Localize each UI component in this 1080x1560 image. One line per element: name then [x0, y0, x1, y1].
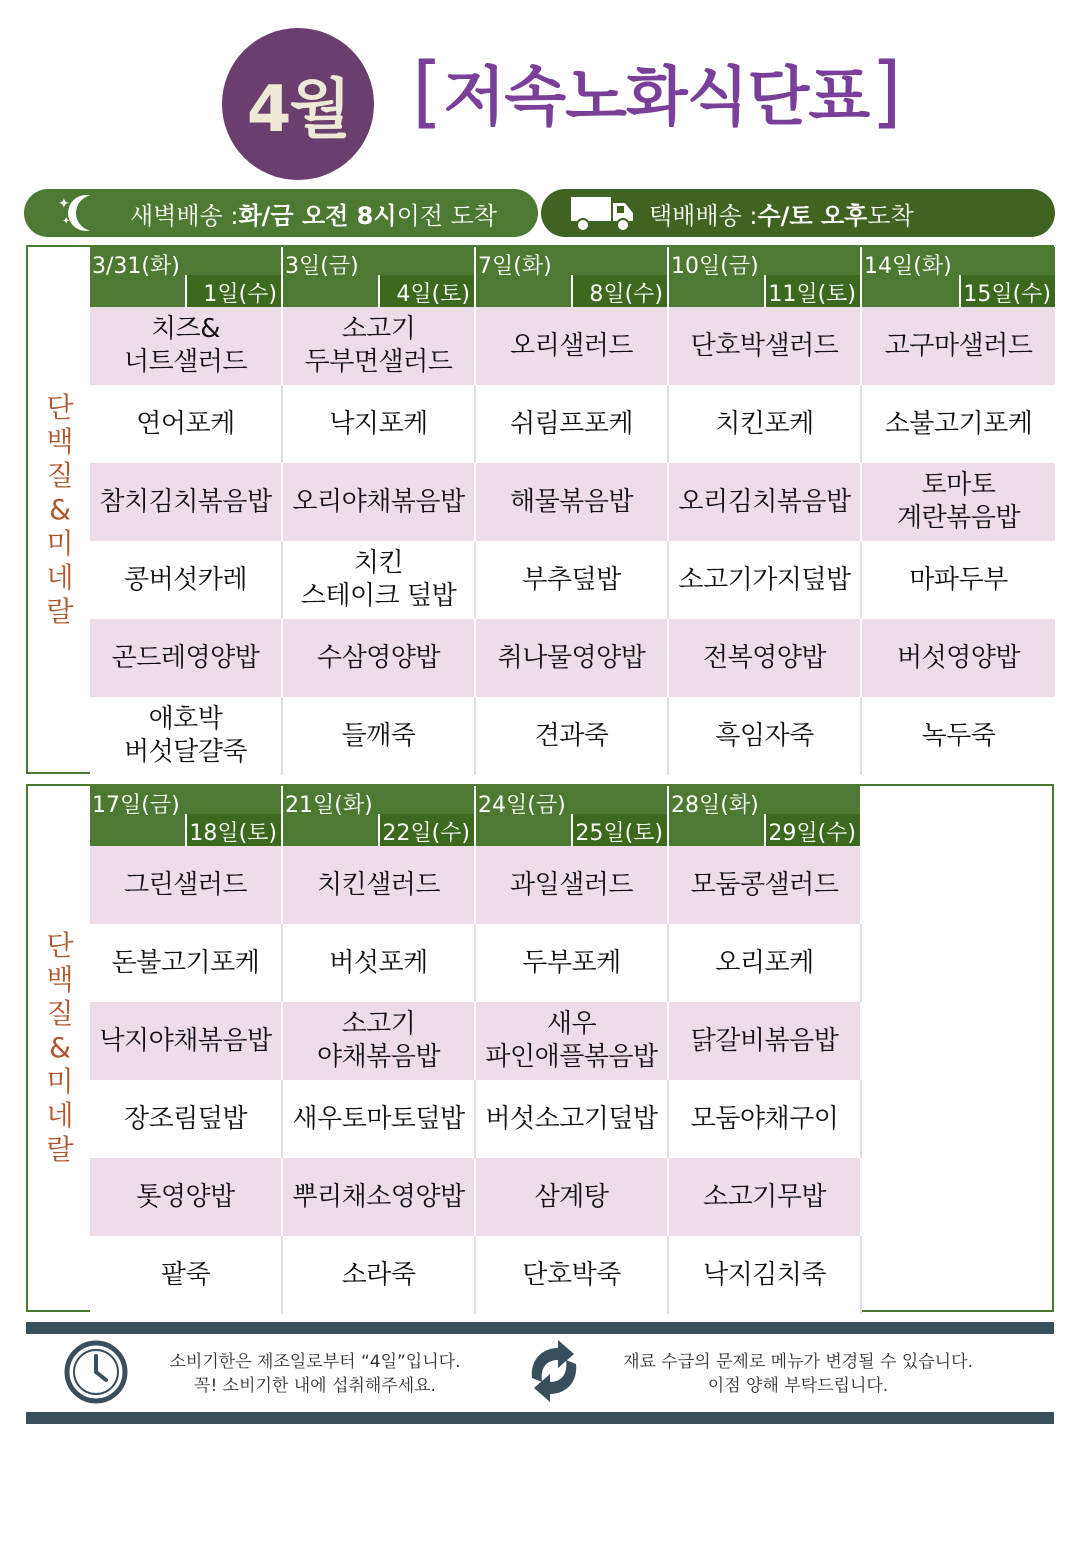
date-primary: 3일(금)	[285, 254, 359, 279]
menu-cell: 두부포케	[476, 924, 669, 1002]
dawn-delivery-days: 화/금 오전 8시	[238, 201, 397, 230]
menu-column	[669, 786, 862, 1314]
menu-cell: 전복영양밥	[669, 619, 862, 697]
menu-column	[283, 786, 476, 1314]
date-primary: 28일(화)	[671, 793, 759, 818]
date-secondary: 25일(토)	[571, 814, 667, 846]
menu-cell: 오리야채볶음밥	[283, 463, 476, 541]
menu-cell: 단호박죽	[476, 1236, 669, 1314]
menu-cell: 부추덮밥	[476, 541, 669, 619]
date-secondary: 29일(수)	[764, 814, 860, 846]
parcel-delivery-bar	[541, 189, 1055, 237]
date-header	[669, 247, 862, 307]
menu-cell: 낙지야채볶음밥	[90, 1002, 283, 1080]
menu-cell: 토마토 계란볶음밥	[862, 463, 1055, 541]
menu-cell: 치킨샐러드	[283, 846, 476, 924]
date-primary: 3/31(화)	[92, 254, 180, 279]
menu-cell: 애호박 버섯달걀죽	[90, 697, 283, 775]
menu-cell: 소불고기포케	[862, 385, 1055, 463]
menu-cell: 삼계탕	[476, 1158, 669, 1236]
title-bracket-open: [	[412, 47, 442, 137]
date-secondary: 18일(토)	[185, 814, 281, 846]
menu-cell: 소고기무밥	[669, 1158, 862, 1236]
menu-cell: 버섯포케	[283, 924, 476, 1002]
menu-cell: 오리샐러드	[476, 307, 669, 385]
month-badge	[222, 28, 374, 180]
menu-cell: 팥죽	[90, 1236, 283, 1314]
menu-cell: 쉬림프포케	[476, 385, 669, 463]
page-title	[410, 44, 903, 140]
dawn-delivery-suffix: 이전 도착	[396, 201, 497, 230]
date-header	[669, 786, 862, 846]
date-header	[862, 247, 1055, 307]
parcel-delivery-suffix: 도착	[867, 201, 914, 230]
date-primary: 10일(금)	[671, 254, 759, 279]
date-primary: 17일(금)	[92, 793, 180, 818]
menu-cell: 소라죽	[283, 1236, 476, 1314]
moon-stars-icon: ✦ ✦	[58, 193, 120, 233]
menu-cell: 오리포케	[669, 924, 862, 1002]
expiry-line-1: 소비기한은 제조일로부터 “4일”입니다.	[169, 1352, 461, 1372]
date-primary: 21일(화)	[285, 793, 373, 818]
menu-cell: 버섯소고기덮밥	[476, 1080, 669, 1158]
date-secondary: 11일(토)	[764, 275, 860, 307]
menu-cell: 장조림덮밥	[90, 1080, 283, 1158]
menu-cell: 낙지김치죽	[669, 1236, 862, 1314]
date-secondary: 15일(수)	[959, 275, 1055, 307]
menu-grid-first-half	[26, 245, 1054, 774]
menu-cell: 톳영양밥	[90, 1158, 283, 1236]
menu-cell: 버섯영양밥	[862, 619, 1055, 697]
menu-cell: 연어포케	[90, 385, 283, 463]
menu-cell: 모둠콩샐러드	[669, 846, 862, 924]
dawn-delivery-bar	[24, 189, 538, 237]
side-category-label: 단 백 질 & 미 네 랄	[46, 390, 74, 628]
parcel-delivery-label: 택배배송 :	[649, 201, 758, 230]
menu-column	[90, 247, 283, 775]
menu-cell: 녹두죽	[862, 697, 1055, 775]
menu-cell: 치킨 스테이크 덮밥	[283, 541, 476, 619]
truck-icon	[569, 193, 637, 233]
menu-cell: 고구마샐러드	[862, 307, 1055, 385]
side-category-label: 단 백 질 & 미 네 랄	[46, 929, 74, 1166]
date-header	[90, 247, 283, 307]
menu-column	[669, 247, 862, 775]
footer-bottom-bar	[26, 1412, 1054, 1424]
date-secondary: 8일(수)	[571, 275, 667, 307]
menu-cell: 닭갈비볶음밥	[669, 1002, 862, 1080]
menu-cell: 견과죽	[476, 697, 669, 775]
menu-cell: 오리김치볶음밥	[669, 463, 862, 541]
menu-cell: 흑임자죽	[669, 697, 862, 775]
date-primary: 24일(금)	[478, 793, 566, 818]
menu-cell: 소고기 두부면샐러드	[283, 307, 476, 385]
dawn-delivery-label: 새벽배송 :	[130, 201, 239, 230]
menu-change-notice	[598, 1350, 998, 1398]
menu-cell: 콩버섯카레	[90, 541, 283, 619]
menu-column	[90, 786, 283, 1314]
date-secondary: 1일(수)	[185, 275, 281, 307]
notice-line-1: 재료 수급의 문제로 메뉴가 변경될 수 있습니다.	[623, 1352, 973, 1372]
menu-cell: 치킨포케	[669, 385, 862, 463]
date-header	[283, 786, 476, 846]
date-primary: 14일(화)	[864, 254, 952, 279]
menu-cell: 단호박샐러드	[669, 307, 862, 385]
menu-cell: 참치김치볶음밥	[90, 463, 283, 541]
menu-column	[283, 247, 476, 775]
date-secondary: 4일(토)	[378, 275, 474, 307]
menu-cell: 마파두부	[862, 541, 1055, 619]
menu-cell: 뿌리채소영양밥	[283, 1158, 476, 1236]
expiry-notice	[140, 1350, 490, 1398]
month-text: 4월	[246, 73, 350, 147]
menu-cell: 과일샐러드	[476, 846, 669, 924]
expiry-line-2: 꼭! 소비기한 내에 섭취해주세요.	[194, 1376, 436, 1396]
footer-top-bar	[26, 1322, 1054, 1334]
menu-cell: 치즈& 너트샐러드	[90, 307, 283, 385]
menu-column	[476, 786, 669, 1314]
refresh-arrows-icon	[524, 1338, 584, 1404]
menu-cell: 수삼영양밥	[283, 619, 476, 697]
menu-cell: 새우토마토덮밥	[283, 1080, 476, 1158]
parcel-delivery-days: 수/토 오후	[757, 201, 868, 230]
menu-cell: 소고기가지덮밥	[669, 541, 862, 619]
menu-cell: 새우 파인애플볶음밥	[476, 1002, 669, 1080]
menu-cell: 모둠야채구이	[669, 1080, 862, 1158]
menu-grid-second-half	[26, 784, 1054, 1312]
date-primary: 7일(화)	[478, 254, 552, 279]
menu-column	[476, 247, 669, 775]
date-header	[283, 247, 476, 307]
menu-cell: 취나물영양밥	[476, 619, 669, 697]
menu-cell: 그린샐러드	[90, 846, 283, 924]
date-header	[90, 786, 283, 846]
date-header	[476, 247, 669, 307]
menu-cell: 낙지포케	[283, 385, 476, 463]
menu-cell: 곤드레영양밥	[90, 619, 283, 697]
menu-column	[862, 247, 1055, 775]
menu-cell: 해물볶음밥	[476, 463, 669, 541]
clock-icon	[64, 1340, 128, 1404]
title-bracket-close: ]	[871, 47, 901, 137]
title-text: 저속노화식단표	[443, 61, 870, 135]
date-header	[476, 786, 669, 846]
date-secondary: 22일(수)	[378, 814, 474, 846]
notice-line-2: 이점 양해 부탁드립니다.	[707, 1376, 889, 1396]
menu-cell: 소고기 야채볶음밥	[283, 1002, 476, 1080]
menu-cell: 들깨죽	[283, 697, 476, 775]
menu-cell: 돈불고기포케	[90, 924, 283, 1002]
